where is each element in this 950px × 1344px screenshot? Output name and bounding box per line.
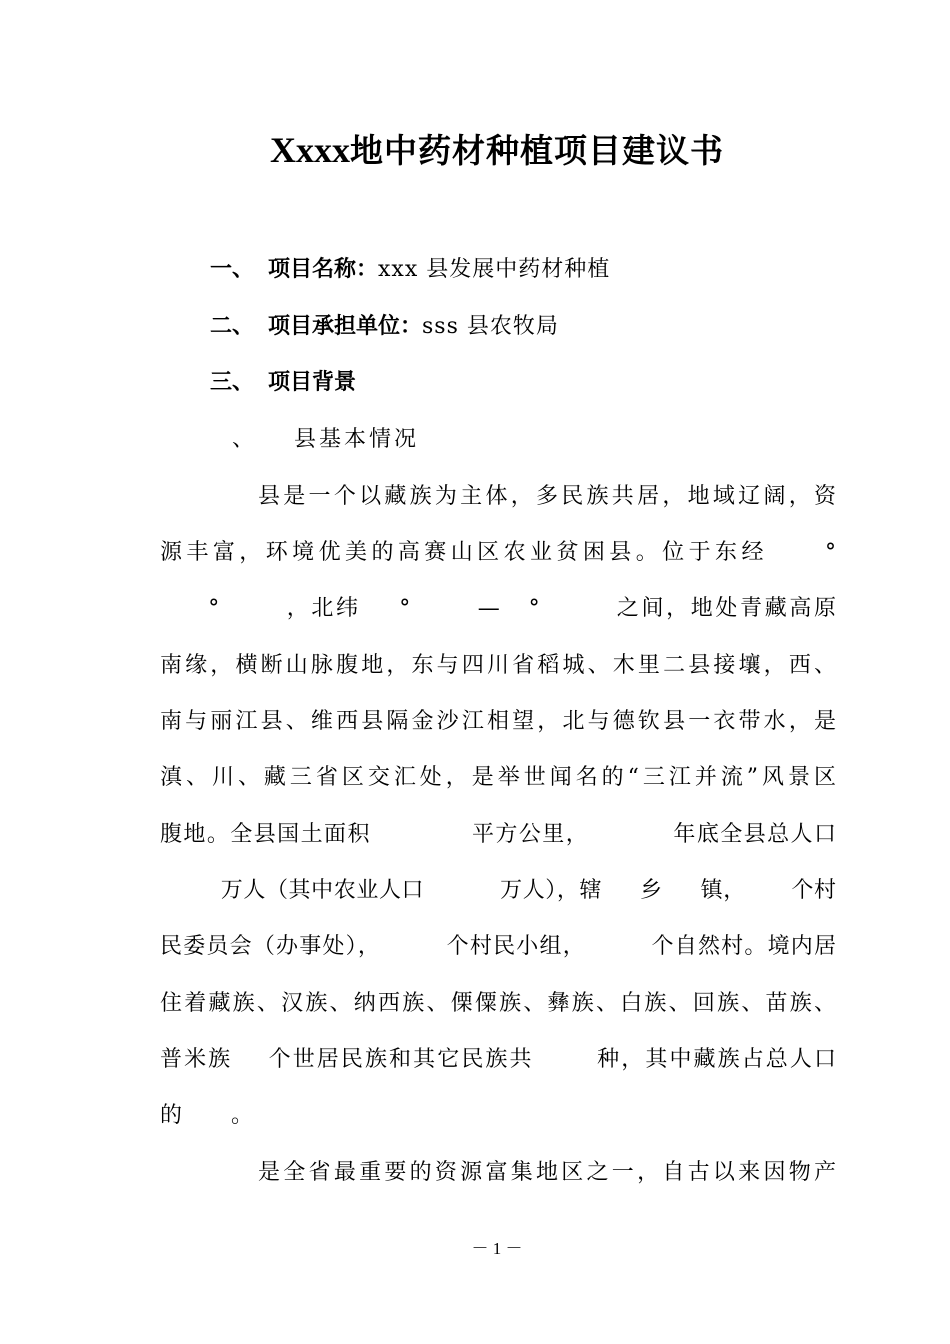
section-label: 项目背景: [268, 370, 357, 395]
title-latin-part: Xxxx: [270, 130, 350, 170]
section-value: sss 县农牧局: [422, 314, 559, 339]
paragraph-line: 民委员会（办事处）， 个村民小组， 个自然村。境内居: [160, 934, 836, 959]
paragraph-line: 南与丽江县、维西县隔金沙江相望，北与德钦县一衣带水，是: [160, 709, 836, 734]
sub-heading-text: 县基本情况: [294, 427, 420, 452]
section-number: 一、: [210, 257, 255, 282]
page-number: － 1 －: [471, 1239, 523, 1258]
sub-heading-mark: 、: [232, 427, 255, 452]
paragraph-line: 南缘，横断山脉腹地，东与四川省稻城、木里二县接壤，西、: [160, 653, 836, 678]
section-label: 项目名称：: [268, 257, 379, 282]
paragraph-line: 住着藏族、汉族、纳西族、傈僳族、彝族、白族、回族、苗族、: [160, 991, 836, 1016]
section-value: xxx 县发展中药材种植: [378, 257, 611, 282]
paragraph-line: 是全省最重要的资源富集地区之一，自古以来因物产: [258, 1160, 836, 1185]
section-label: 项目承担单位：: [268, 314, 423, 339]
title-chinese-part: 地中药材种植项目建议书: [350, 131, 724, 170]
paragraph-line: 万人（其中农业人口 万人），辖 乡 镇， 个村: [160, 878, 836, 903]
paragraph-line: 滇、川、藏三省区交汇处，是举世闻名的“三江并流”风景区: [160, 765, 836, 790]
paragraph-line: 县是一个以藏族为主体，多民族共居，地域辽阔，资: [258, 484, 836, 509]
paragraph-line: 普米族 个世居民族和其它民族共 种，其中藏族占总人口: [160, 1047, 836, 1072]
section-number: 二、: [210, 314, 255, 339]
paragraph-line: 的 。: [160, 1103, 253, 1128]
section-number: 三、: [210, 370, 255, 395]
paragraph-line: 源丰富，环境优美的高赛山区农业贫困县。位于东经 °: [160, 540, 836, 565]
paragraph-line: 腹地。全县国土面积 平方公里， 年底全县总人口: [160, 822, 836, 847]
paragraph-line: ° ，北纬 ° — ° 之间，地处青藏高原: [160, 596, 836, 621]
